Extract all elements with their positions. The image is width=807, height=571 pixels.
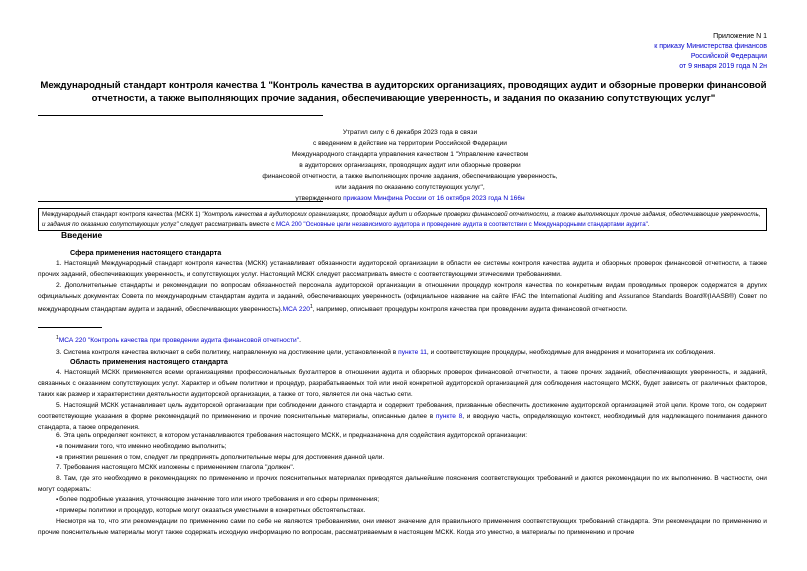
scope-heading: Сфера применения настоящего стандарта (70, 248, 222, 257)
separator-line-top (38, 115, 323, 116)
appendix-order-link[interactable]: к приказу Министерства финансов (654, 43, 767, 50)
appendix-ministry-link[interactable]: Российской Федерации (690, 53, 767, 60)
point-8-link[interactable]: пункте 8 (435, 413, 463, 420)
appendix-label: Приложение N 1 (713, 33, 767, 40)
footnote-end: . (299, 337, 301, 345)
paragraph-6: 6. Эта цель определяет контекст, в котором устанавливаются требования настоящего МСКК, и предназначена для содействия аудиторской организации: (56, 432, 528, 439)
p2-text-a: 2. Дополнительные стандарты и рекомендации по вопросам обязанностей персонала аудиторской организации в отношении процедур контроля качества по конкретным видам проводимых проверок содержатся в других официальных документах Совета по международным стандартам аудита и заданий, обеспечивающих уверенность (официальное название на сайте IFAC the International Auditing and Assurance Standards Board®(IAASB®) Совет по международным стандартам аудита и заданий, обеспечивающих уверенность). (38, 282, 767, 314)
isa200-link[interactable]: МСА 200 "Основные цели независимого аудитора и проведение аудита в соответствии с Международными стандартами аудита" (276, 220, 648, 228)
approved-prefix: утвержденного (295, 195, 344, 202)
document-title: Международный стандарт контроля качества 1 "Контроль качества в аудиторских организациях, проводящих аудит и обзорные проверки финансовой отчетности, а также выполняющих прочие задания, обеспечивающие уверенность, и задания по оказанию сопутствующих услуг" (40, 80, 767, 104)
footnote-ref[interactable]: 1 (309, 304, 313, 310)
footnote-number: 1 (56, 335, 59, 341)
lost-force-approved (200, 193, 620, 204)
lost-force-line: в аудиторских организациях, проводящих аудит или обзорные проверки (299, 162, 521, 169)
paragraph-7: 7. Требования настоящего МСКК изложены с применением глагола "должен". (56, 464, 295, 471)
paragraph-2 (38, 280, 767, 315)
note-text-a: Международный стандарт контроля качества (МСКК 1) (42, 211, 203, 218)
footnote-separator (38, 327, 102, 328)
appendix-date-link[interactable]: от 9 января 2019 года N 2н (679, 63, 767, 70)
lost-force-line: финансовой отчетности, а также выполняющих прочие задания, обеспечивающие уверенность, (262, 173, 558, 180)
p8-bullet-1: ▪ более подробные указания, уточняющие значение того или иного требования и его сферы применения; (56, 494, 379, 506)
intro-heading: Введение (61, 230, 103, 240)
approving-order-link[interactable]: приказом Минфина России от 16 октября 2023 года N 166н (343, 195, 525, 202)
p6-bullet-1: ▪ в понимании того, что именно необходимо выполнить; (56, 441, 226, 453)
appendix-block (567, 32, 767, 72)
lost-force-line: Утратил силу с 6 декабря 2023 года в связи (342, 129, 478, 136)
lost-force-line: или задания по оказанию сопутствующих услуг", (335, 184, 485, 191)
paragraph-4: 4. Настоящий МСКК применяется всеми организациями профессиональных бухгалтеров в отношении аудита и обзорных проверок финансовой отчетности, а также прочих заданий, обеспечивающих уверенность, и заданий, связанных с оказанием сопутствующих услуг. Характер и объем политики и процедур, разрабатываемых той или иной конкретной аудиторской организацией для соблюдения настоящего МСКК, будет зависеть от различных факторов, таких как размер и характеристики деятельности аудиторской организации, а также от того, является ли она частью сети. (38, 369, 767, 398)
p6-bullet-2: ▪ в принятии решения о том, следует ли предпринять дополнительные меры для достижения данной цели. (56, 452, 384, 464)
footnote-1 (56, 333, 301, 346)
note-text-c: . (647, 220, 650, 228)
paragraph-5 (38, 400, 767, 433)
paragraph-8: 8. Там, где это необходимо в рекомендациях по применению и прочих пояснительных материалах приводятся дальнейшие пояснения соответствующих требований и даются рекомендации по их выполнению. В частности, они могут содержать: (38, 475, 767, 493)
paragraph-1: 1. Настоящий Международный стандарт контроля качества (МСКК) устанавливает обязанности аудиторской организации в области ее системы контроля качества аудита и обзорных проверок финансовой отчетности, а также прочих заданий, обеспечивающих уверенность, и сопутствующих услуг. Настоящий МСКК следует рассматривать вместе с соответствующими этическими требованиями. (38, 260, 767, 278)
note-text-b: следует рассматривать вместе с (178, 220, 277, 228)
point-11-link[interactable]: пункте 11 (398, 349, 427, 356)
p8-bullet-2: ▪ примеры политики и процедур, которые могут оказаться уместными в конкретных обстоятельствах. (56, 505, 365, 517)
p2-text-b: , например, описывает процедуры контроля качества при проведении аудита финансовой отчетности. (312, 306, 628, 314)
lost-force-line: Международного стандарта управления качеством 1 "Управление качеством (291, 151, 529, 158)
isa220-link[interactable]: МСА 220 (282, 306, 310, 314)
p5-text-a: 5. Настоящий МСКК устанавливает цель аудиторской организации при соблюдении данного стандарта и содержит требования, призванные обеспечить достижение аудиторской организацией этой цели. Кроме того, он содержит соответствующие указания в форме рекомендаций по применению и прочие пояснительные материалы, описанные далее в (38, 402, 767, 420)
note-box (38, 208, 767, 231)
p3-text-a: 3. Система контроля качества включает в себя политику, направленную на достижение цели, установленной в (56, 349, 399, 356)
lost-force-notice (200, 127, 620, 204)
footnote-isa220-link[interactable]: МСА 220 "Контроль качества при проведении аудита финансовой отчетности" (58, 337, 300, 345)
application-heading: Область применения настоящего стандарта (70, 357, 228, 366)
lost-force-line: с введением в действие на территории Российской Федерации (313, 140, 507, 147)
p5-text-b: , и вводную часть, определяющую контекст, необходимый для надлежащего понимания данного стандарта, а также определения. (38, 413, 767, 431)
paragraph-9: Несмотря на то, что эти рекомендации по применению сами по себе не являются требованиями, они имеют значение для правильного применения соответствующих требований стандарта. Эти рекомендации по применению и прочие пояснительные материалы могут также содержать исходную информацию по вопросам, рассматриваемым в настоящем МСКК. Когда это уместно, в материалы по применению и прочие (38, 518, 767, 536)
p3-text-b: , и соответствующие процедуры, необходимые для внедрения и мониторинга их соблюдения. (426, 349, 716, 356)
note-text-italic: "Контроль качества в аудиторских организациях, проводящих аудит и обзорные проверки финансовой отчетности, а также выполняющих прочие задания, обеспечивающие уверенность, и задания по оказанию сопутствующих услуг" (42, 211, 761, 228)
